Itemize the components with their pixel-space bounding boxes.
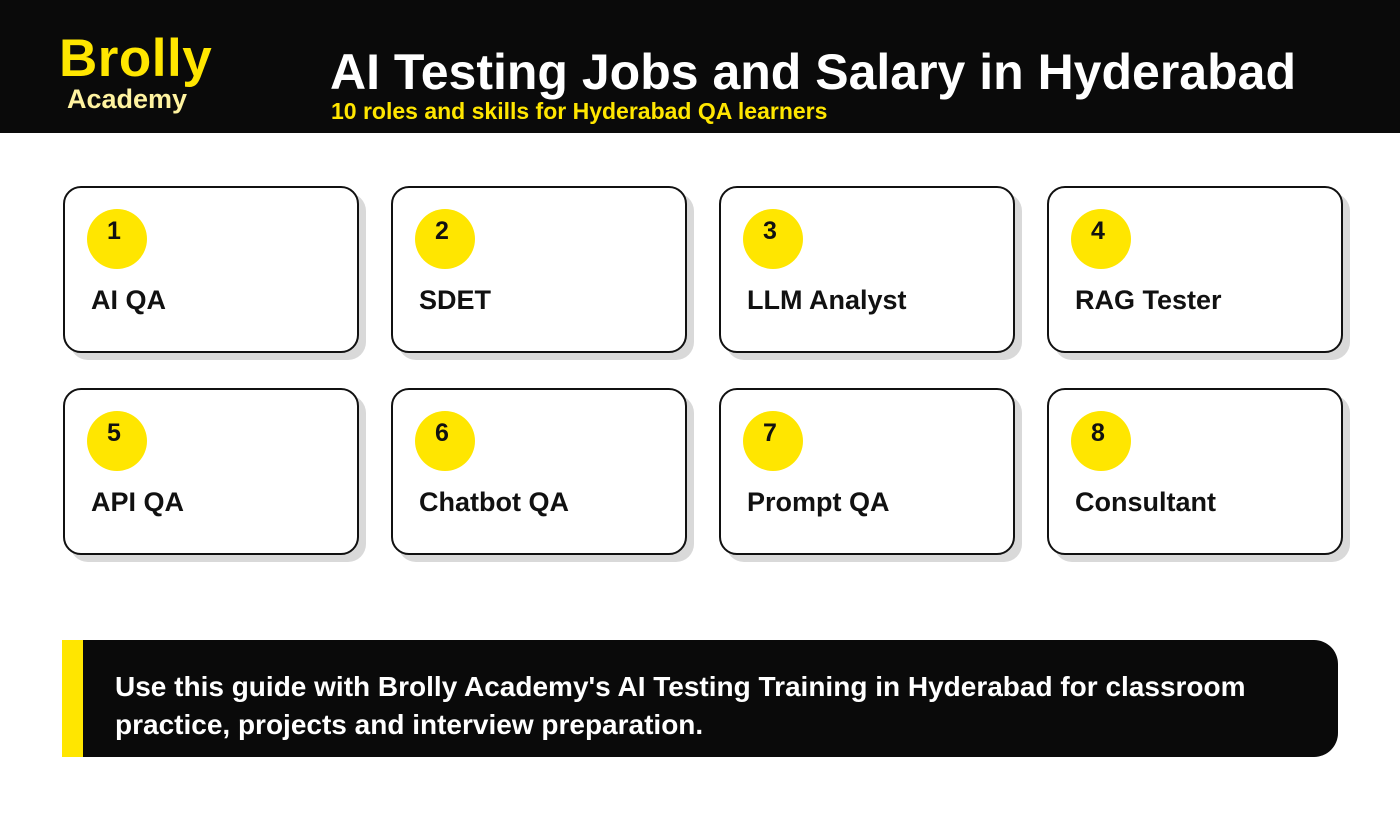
number-badge: 1	[87, 209, 147, 269]
banner-accent-stripe	[62, 640, 83, 757]
number-badge: 4	[1071, 209, 1131, 269]
role-label: Prompt QA	[747, 487, 890, 517]
logo-brand-name: Brolly	[59, 29, 213, 88]
role-card	[63, 186, 359, 353]
role-card	[719, 388, 1015, 555]
role-label: Consultant	[1075, 487, 1216, 517]
role-label: LLM Analyst	[747, 285, 907, 315]
role-card	[391, 186, 687, 353]
role-label: RAG Tester	[1075, 285, 1222, 315]
page-title: AI Testing Jobs and Salary in Hyderabad	[330, 44, 1296, 100]
role-label: Chatbot QA	[419, 487, 569, 517]
number-badge: 3	[743, 209, 803, 269]
role-label: SDET	[419, 285, 492, 315]
role-card	[1047, 388, 1343, 555]
number-badge: 5	[87, 411, 147, 471]
role-card	[719, 186, 1015, 353]
number-badge: 6	[415, 411, 475, 471]
role-card	[1047, 186, 1343, 353]
banner-text: Use this guide with Brolly Academy's AI Testing Training in Hyderabad for classroom practice, projects and interview preparation.	[115, 671, 1246, 740]
number-badge: 2	[415, 209, 475, 269]
page-subtitle: 10 roles and skills for Hyderabad QA learners	[331, 98, 828, 124]
header-bar	[0, 0, 1400, 133]
role-label: AI QA	[91, 285, 167, 315]
role-label: API QA	[91, 487, 185, 517]
role-card	[391, 388, 687, 555]
logo-brand-sub: Academy	[67, 84, 188, 114]
role-card	[63, 388, 359, 555]
number-badge: 8	[1071, 411, 1131, 471]
number-badge: 7	[743, 411, 803, 471]
info-banner	[62, 640, 1338, 757]
